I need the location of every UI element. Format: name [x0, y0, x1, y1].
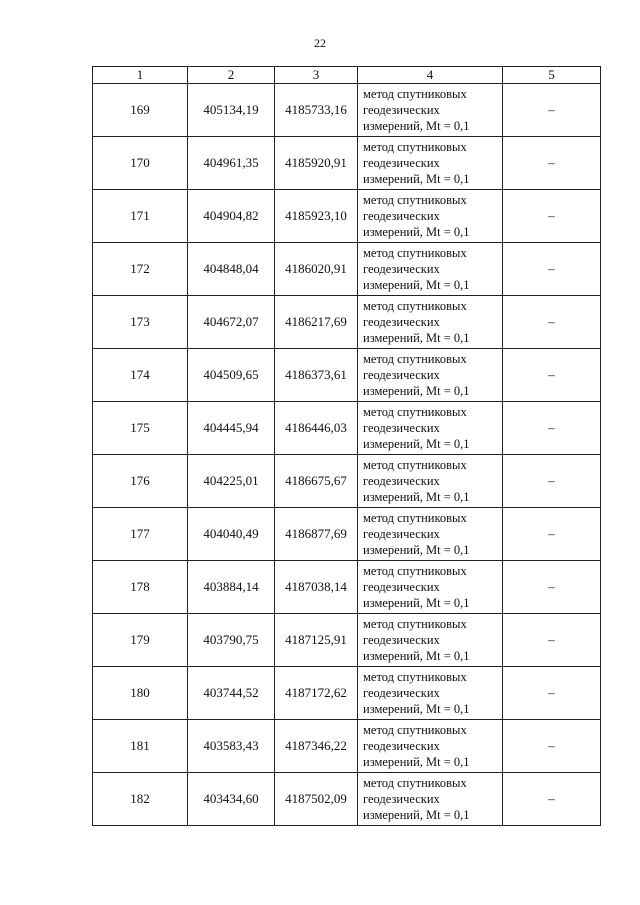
y-coordinate-cell: 4186877,69 [275, 508, 358, 561]
method-cell: метод спутниковых геодезических измерений, Mt = 0,1 [358, 349, 503, 402]
note-cell: – [503, 137, 601, 190]
table-header-row [93, 67, 601, 84]
note-cell: – [503, 773, 601, 826]
x-coordinate-cell: 404672,07 [188, 296, 275, 349]
point-number-cell: 174 [93, 349, 188, 402]
point-number-cell: 171 [93, 190, 188, 243]
x-coordinate-cell: 404848,04 [188, 243, 275, 296]
method-cell: метод спутниковых геодезических измерений, Mt = 0,1 [358, 137, 503, 190]
x-coordinate-cell: 404225,01 [188, 455, 275, 508]
point-number-cell: 176 [93, 455, 188, 508]
method-cell: метод спутниковых геодезических измерений, Mt = 0,1 [358, 773, 503, 826]
y-coordinate-cell: 4187125,91 [275, 614, 358, 667]
table-row [93, 667, 601, 720]
y-coordinate-cell: 4186373,61 [275, 349, 358, 402]
note-cell: – [503, 508, 601, 561]
x-coordinate-cell: 403744,52 [188, 667, 275, 720]
y-coordinate-cell: 4187346,22 [275, 720, 358, 773]
method-cell: метод спутниковых геодезических измерений, Mt = 0,1 [358, 667, 503, 720]
method-cell: метод спутниковых геодезических измерений, Mt = 0,1 [358, 720, 503, 773]
point-number-cell: 181 [93, 720, 188, 773]
note-cell: – [503, 561, 601, 614]
table-row [93, 561, 601, 614]
table-row [93, 137, 601, 190]
point-number-cell: 170 [93, 137, 188, 190]
x-coordinate-cell: 404961,35 [188, 137, 275, 190]
y-coordinate-cell: 4187502,09 [275, 773, 358, 826]
note-cell: – [503, 614, 601, 667]
y-coordinate-cell: 4186217,69 [275, 296, 358, 349]
note-cell: – [503, 84, 601, 137]
x-coordinate-cell: 405134,19 [188, 84, 275, 137]
method-cell: метод спутниковых геодезических измерений, Mt = 0,1 [358, 190, 503, 243]
table-row [93, 349, 601, 402]
y-coordinate-cell: 4185733,16 [275, 84, 358, 137]
note-cell: – [503, 455, 601, 508]
table-row [93, 84, 601, 137]
method-cell: метод спутниковых геодезических измерений, Mt = 0,1 [358, 84, 503, 137]
header-col-3: 3 [275, 67, 358, 84]
table-row [93, 402, 601, 455]
method-cell: метод спутниковых геодезических измерений, Mt = 0,1 [358, 508, 503, 561]
table-row [93, 190, 601, 243]
header-col-1: 1 [93, 67, 188, 84]
point-number-cell: 182 [93, 773, 188, 826]
x-coordinate-cell: 403434,60 [188, 773, 275, 826]
y-coordinate-cell: 4187172,62 [275, 667, 358, 720]
table-row [93, 243, 601, 296]
table-body [93, 84, 601, 826]
y-coordinate-cell: 4185923,10 [275, 190, 358, 243]
note-cell: – [503, 190, 601, 243]
note-cell: – [503, 720, 601, 773]
note-cell: – [503, 296, 601, 349]
y-coordinate-cell: 4186675,67 [275, 455, 358, 508]
x-coordinate-cell: 404904,82 [188, 190, 275, 243]
table-row [93, 296, 601, 349]
method-cell: метод спутниковых геодезических измерений, Mt = 0,1 [358, 561, 503, 614]
method-cell: метод спутниковых геодезических измерений, Mt = 0,1 [358, 243, 503, 296]
point-number-cell: 178 [93, 561, 188, 614]
method-cell: метод спутниковых геодезических измерений, Mt = 0,1 [358, 296, 503, 349]
y-coordinate-cell: 4186446,03 [275, 402, 358, 455]
x-coordinate-cell: 404509,65 [188, 349, 275, 402]
page-number: 22 [314, 36, 326, 50]
note-cell: – [503, 243, 601, 296]
point-number-cell: 172 [93, 243, 188, 296]
header-col-4: 4 [358, 67, 503, 84]
method-cell: метод спутниковых геодезических измерений, Mt = 0,1 [358, 455, 503, 508]
header-col-5: 5 [503, 67, 601, 84]
header-col-2: 2 [188, 67, 275, 84]
note-cell: – [503, 349, 601, 402]
x-coordinate-cell: 403790,75 [188, 614, 275, 667]
note-cell: – [503, 402, 601, 455]
point-number-cell: 180 [93, 667, 188, 720]
point-number-cell: 179 [93, 614, 188, 667]
method-cell: метод спутниковых геодезических измерений, Mt = 0,1 [358, 614, 503, 667]
table-row [93, 773, 601, 826]
point-number-cell: 177 [93, 508, 188, 561]
coordinates-table [92, 66, 601, 826]
point-number-cell: 173 [93, 296, 188, 349]
x-coordinate-cell: 403884,14 [188, 561, 275, 614]
method-cell: метод спутниковых геодезических измерений, Mt = 0,1 [358, 402, 503, 455]
y-coordinate-cell: 4186020,91 [275, 243, 358, 296]
x-coordinate-cell: 403583,43 [188, 720, 275, 773]
table-row [93, 508, 601, 561]
y-coordinate-cell: 4187038,14 [275, 561, 358, 614]
point-number-cell: 175 [93, 402, 188, 455]
table-row [93, 455, 601, 508]
x-coordinate-cell: 404040,49 [188, 508, 275, 561]
y-coordinate-cell: 4185920,91 [275, 137, 358, 190]
table-row [93, 720, 601, 773]
note-cell: – [503, 667, 601, 720]
x-coordinate-cell: 404445,94 [188, 402, 275, 455]
point-number-cell: 169 [93, 84, 188, 137]
table-row [93, 614, 601, 667]
